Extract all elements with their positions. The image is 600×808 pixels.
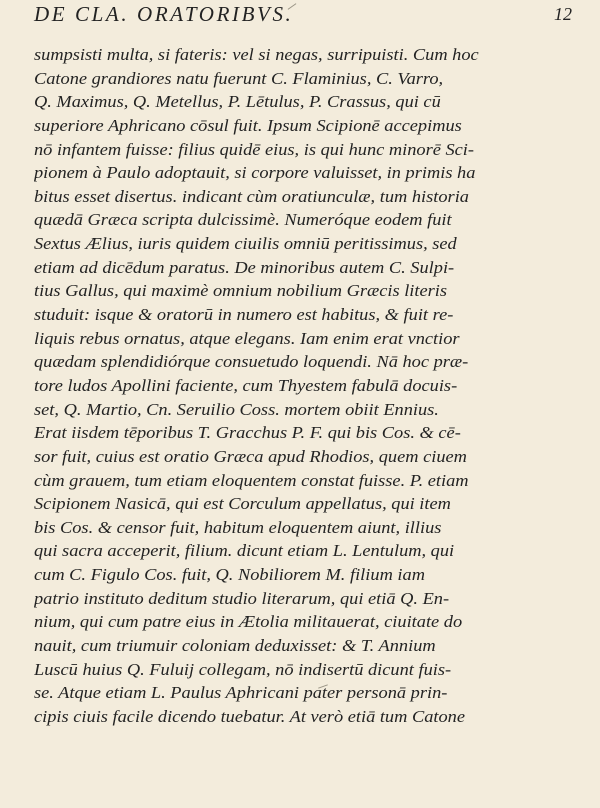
text-line-content: Erat iisdem tēporibus T. Gracchus P. F. qui bis Cos. & cē- (34, 423, 461, 443)
text-line-content: superiore Aphricano cōsul fuit. Ipsum Scipionē accepimus (34, 115, 462, 135)
body-text (34, 43, 572, 729)
text-line-content: nium, qui cum patre eius in Ætolia militauerat, ciuitate do (34, 612, 463, 632)
text-line-content: se. Atque etiam L. Paulus Aphricani pater personā prin- (34, 683, 448, 703)
text-line (34, 138, 572, 162)
page-header (34, 2, 572, 32)
text-line (34, 90, 572, 114)
text-line-content: Q. Maximus, Q. Metellus, P. Lētulus, P. Crassus, qui cū (34, 92, 441, 112)
text-line-content: liquis rebus ornatus, atque elegans. Iam enim erat vnctior (34, 328, 460, 348)
text-line-content: studuit: isque & oratorū in numero est habitus, & fuit re- (34, 305, 454, 325)
text-line (34, 327, 572, 351)
text-line (34, 421, 572, 445)
text-line-content: nō infantem fuisse: filius quidē eius, is qui hunc minorē Sci- (34, 139, 475, 159)
text-line-content: Catone grandiores natu fuerunt C. Flaminius, C. Varro, (34, 68, 444, 88)
text-line (34, 67, 572, 91)
text-line (34, 492, 572, 516)
text-line-content: Scipionem Nasicā, qui est Corculum appellatus, qui item (34, 494, 451, 514)
text-line-content: tius Gallus, qui maximè omnium nobilium Græcis literis (34, 281, 448, 301)
text-line (34, 681, 572, 705)
text-line-content: bis Cos. & censor fuit, habitum eloquentem aiunt, illius (34, 517, 442, 537)
text-line (34, 705, 572, 729)
text-line-content: Sextus Ælius, iuris quidem ciuilis omniū peritissimus, sed (34, 234, 457, 254)
text-line (34, 279, 572, 303)
text-line-content: sor fuit, cuius est oratio Græca apud Rhodios, quem ciuem (34, 446, 467, 466)
text-line (34, 161, 572, 185)
text-line (34, 539, 572, 563)
text-line (34, 658, 572, 682)
text-line-content: Luscū huius Q. Fuluij collegam, nō indisertū dicunt fuis- (34, 659, 452, 679)
text-line (34, 185, 572, 209)
text-line-content: pionem à Paulo adoptauit, si corpore valuisset, in primis ha (34, 163, 476, 183)
text-line (34, 43, 572, 67)
text-line-content: quædā Græca scripta dulcissimè. Numeróque eodem fuit (34, 210, 452, 230)
text-line-content: bitus esset disertus. indicant cùm oratiunculæ, tum historia (34, 186, 469, 206)
text-line (34, 398, 572, 422)
text-line-content: sumpsisti multa, si fateris: vel si negas, surripuisti. Cum hoc (34, 45, 479, 64)
text-line (34, 374, 572, 398)
text-line-content: quædam splendidiórque consuetudo loquendi. Nā hoc præ- (34, 352, 469, 372)
text-line-content: cùm grauem, tum etiam eloquentem constat fuisse. P. etiam (34, 470, 469, 490)
text-line (34, 634, 572, 658)
text-line-content: nauit, cum triumuir coloniam deduxisset: & T. Annium (34, 636, 436, 656)
text-line-content: cum C. Figulo Cos. fuit, Q. Nobiliorem M. filium iam (34, 565, 425, 585)
text-line (34, 563, 572, 587)
text-line-content: set, Q. Martio, Cn. Seruilio Coss. mortem obiit Ennius. (34, 399, 439, 419)
text-line (34, 232, 572, 256)
text-line-content: patrio instituto deditum studio literarum, qui etiā Q. En- (34, 588, 450, 608)
text-line (34, 256, 572, 280)
page-number: 12 (554, 4, 572, 24)
text-line (34, 587, 572, 611)
text-line (34, 350, 572, 374)
text-line (34, 114, 572, 138)
text-line (34, 516, 572, 540)
text-line (34, 208, 572, 232)
text-line (34, 445, 572, 469)
text-line-content: etiam ad dicēdum paratus. De minoribus autem C. Sulpi- (34, 257, 455, 277)
text-line-content: tore ludos Apollini faciente, cum Thyestem fabulā docuis- (34, 375, 458, 395)
text-line (34, 303, 572, 327)
running-title: DE CLA. ORATORIBVS. (34, 2, 294, 26)
text-line-content: qui sacra acceperit, filium. dicunt etiam L. Lentulum, qui (34, 541, 455, 561)
text-line (34, 610, 572, 634)
text-line (34, 469, 572, 493)
text-line-content: cipis ciuis facile dicendo tuebatur. At verò etiā tum Catone (34, 706, 465, 726)
